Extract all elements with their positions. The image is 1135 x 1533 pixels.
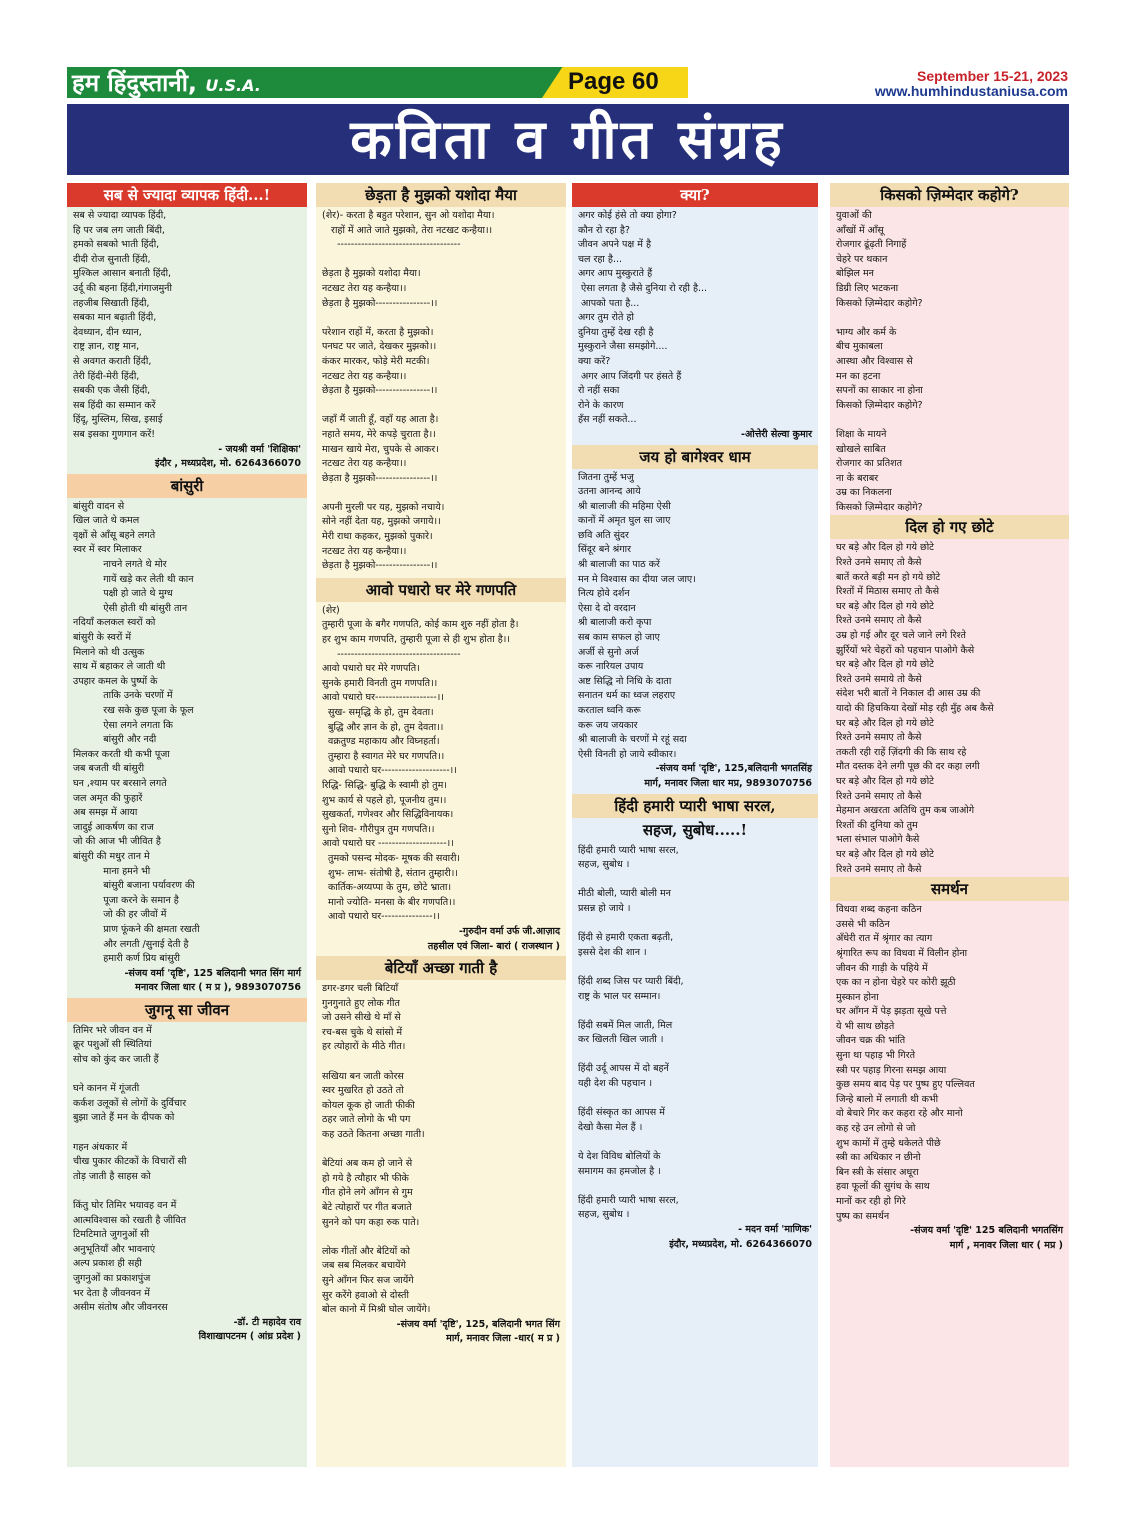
column-4 (830, 183, 1069, 1467)
poem-credit: -ओत्तेरी सेल्वा कुमार (741, 428, 812, 440)
column-2 (316, 183, 566, 1467)
publication-name: हम हिंदुस्तानी, U.S.A. (72, 69, 261, 97)
poem-text: विधवा शब्द कहना कठिन उससे भी कठिन अँधेरी रात में श्रृंगार का त्याग श्रृंगारित रूप का विधवा में विलीन होना जीवन की गाड़ी के पहिये में एक का न होना चेहरे पर कोरी झूठी मुस्कान होना घर ऑंगन में पेड़ झड़ता सूखे पत्ते ये भी साथ छोड़ते जीवन चक्र की भांति सुना था पहाड़ भी गिरते स्त्री पर पहाड़ गिरना समझ आया कुछ समय बाद पेड़ पर पुष्प हुए पल्लिवत जिन्हे बालो में लगाती थी कभी वो बेचारे गिर कर कहरा रहे और मानो कह रहे उन लोगो से जो शुभ कामों में तुम्हे धकेलते पीछे स्त्री का अधिकार न छीनो बिन स्त्री के संसार अधूरा हवा फूलों की सुगंध के साथ मानों कर रही हो गिरे पुष्प का समर्थन (836, 904, 975, 1222)
poem-title: सब से ज्यादा व्यापक हिंदी...! (67, 183, 307, 207)
poem-credit: - मदन वर्मा 'माणिक' इंदौर, मध्यप्रदेश, मो. 6264366070 (669, 1224, 812, 1250)
poem-text: जितना तुम्हें भजु उतना आनन्द आये श्री बालाजी की महिमा ऐसी कानों में अमृत घुल सा जाए छवि अति सुंदर सिंदूर बने श्रंगार श्री बालाजी का पाठ करें मन मे विश्वास का दीया जल जाए। नित्य होवे दर्शन ऐसा दे दो वरदान श्री बालाजी करो कृपा सब काम सफल हो जाए अर्जी से सुनो अर्ज करू नारियल उपाय अष्ट सिद्धि नो निधि के दाता सनातन धर्म का ध्वज लहराए करताल ध्वनि करू करू जय जयकार श्री बालाजी के चरणों मे रहूं सदा ऐसी विनती हो जाये स्वीकार। (578, 471, 696, 760)
poem-credit: -संजय वर्मा 'दृष्टि', 125,बलिदानी भगतसिंह मार्ग, मनावर जिला धार मप्र, 9893070756 (644, 763, 812, 789)
poem-text: तिमिर भरे जीवन वन में क्रूर पशुओं सी स्थितियां सोच को कुंद कर जाती हैं घने कानन में गूंजती कर्कश उलूकों से लोगों के दुर्विचार बुझा जाते हैं मन के दीपक को गहन अंधकार में चीख पुकार कीटकों के विचारों सी तोड़ जाती है साहस को किंतु घोर तिमिर भयावह वन में आत्मविश्वास को रखती है जीवित टिमटिमाते जुगनुओं सी अनुभूतियाँ और भावनाएं अल्प प्रकाश ही सही जुगनुओं का प्रकाशपुंज भर देता है जीवनवन में असीम संतोष और जीवनरस (73, 1024, 187, 1314)
poem-text: डगर-डगर चली बिटियाँ गुनगुनाते हुए लोक गीत जो उसने सीखे थे माँ से रच-बस चुके थे सांसो में हर त्योहारों के मीठे गीत। सखिया बन जाती कोरस स्वर मुखरित हो उठते तो कोयल कूक हो जाती फीकी ठहर जाते लोगो के भी पग कह उठते कितना अच्छा गाती। बेटियां अब कम हो जाने से हो गये है त्यौहार भी फीके गीत होने लगे ऑंगन से गुम बेटे त्योहारों पर गीत बजाते सुनने को पग कहा रुक पाते। लोक गीतों और बेटियों को जब सब मिलकर बचायेंगे सुने ऑंगन फिर सज जायेंगे सुर करेंगे हवाओ से दोस्ती बोल कानो में मिश्री घोल जायेंगे। (322, 983, 431, 1316)
poem-text: घर बड़े और दिल हो गये छोटे रिश्ते उनमे समाए तो कैसे बातें करते बड़ी मन हो गये छोटे रिश्तों में मिठास समाए तो कैसे घर बड़े और दिल हो गये छोटे रिश्ते उनमे समाए तो कैसे उम्र हो गई और दूर चले जाने लगे रिश्ते झुर्रियों भरे चेहरों को पहचान पाओगे कैसे घर बड़े और दिल हो गये छोटे रिश्ते उनमे समाये तो कैसे संदेश भरी बातों ने निकाल दी आस उम्र की यादो की हिचकिया देखों मोड़ रही मुँह अब कैसे घर बड़े और दिल हो गये छोटे रिश्ते उनमे समाए तो कैसे तकती रही राहें ज़िंदगी की कि साथ रहे मौत दस्तक देने लगी पूछ की दर कहा लगी घर बड़े और दिल हो गये छोटे रिश्ते उनमे समाए तो कैसे मेहमान अखरता अतिथि तुम कब जाओगे रिश्तों की दुनिया को तुम भला संभाल पाओगे कैसे घर बड़े और दिल हो गये छोटे रिश्ते उनमे समाए तो कैसे (836, 542, 994, 875)
poem-title: छेड़ता है मुझको यशोदा मैया (316, 183, 566, 207)
poem-text: अगर कोई हंसे तो क्या होगा? कौन रो रहा है? जीवन अपने पक्ष में है चल रहा है... अगर आप मुस्कुराते हैं ऐसा लगता है जैसे दुनिया रो रही है... आपको पता है... अगर तुम रोते हो दुनिया तुम्हें देख रही है मुस्कुराने जैसा समझोगे.... क्या करें? अगर आप जिंदगी पर हंसते हैं रो नहीं सका रोने के कारण हँस नहीं सकते... (578, 210, 708, 426)
poem-title: आवो पधारो घर मेरे गणपति (316, 578, 566, 602)
poem-text: सब से ज्यादा व्यापक हिंदी, हि पर जब लग जाती बिंदी, हमको सबको भाती हिंदी, दीदी रोज सुनाती हिंदी, मुश्किल आसान बनाती हिंदी, उर्दू की बहना हिंदी,गंगाजमुनी तहजीब सिखाती हिंदी, सबका मान बढ़ाती हिंदी, देवध्यान, दीन ध्यान, राष्ट्र ज्ञान, राष्ट्र मान, से अवगत कराती हिंदी, तेरी हिंदी-मेरी हिंदी, सबकी एक जैसी हिंदी, सब हिंदी का सम्मान करें हिंदू, मुस्लिम, सिख, इसाई सब इसका गुणगान करें! (73, 210, 172, 440)
poem-title: जुगनू सा जीवन (67, 998, 307, 1022)
poem-credit: -डॉ. टी महादेव राव विशाखापटनम ( आंध्र प्रदेश ) (198, 1316, 301, 1343)
poem-title: समर्थन (830, 877, 1069, 901)
banner-title: कविता व गीत संग्रह (350, 107, 786, 171)
poem-text: बांसुरी वादन से खिल जाते थे कमल वृक्षों से आँसू बहने लगते स्वर में स्वर मिलाकर नाचने लगते थे मोर गायें खड़े कर लेती थी कान पक्षी हो जाते थे मुग्ध ऐसी होती थी बांसुरी तान नदियाँ कलकल स्वरों को बांसुरी के स्वरों में मिलाने को थी उत्सुक साथ में बहाकर ले जाती थी उपहार कमल के पुष्पों के ताकि उनके चरणों में रख सके कुछ पूजा के फूल ऐसा लगने लगता कि बांसुरी और नदी मिलकर करती थी कभी पूजा जब बजती थी बांसुरी घन ,श्याम पर बरसाने लगते जल अमृत की फुहारें अब समझ में आया जादुई आकर्षण का राज जो की आज भी जीवित है बांसुरी की मधुर तान मे माना हमने भी बांसुरी बजाना पर्यावरण की पूजा करने के समान है जो की हर जीवों में प्राण फूंकने की क्षमता रखती और लगती /सुनाई देती है हमारी कर्ण प्रिय बांसुरी (73, 500, 200, 965)
poem-title: बेटियाँ अच्छा गाती है (316, 956, 566, 980)
poem-title: बांसुरी (67, 474, 307, 498)
section-banner (67, 104, 1069, 175)
poem-title: हिंदी हमारी प्यारी भाषा सरल, (572, 794, 818, 818)
poem-credit: -संजय वर्मा 'दृष्टि' 125 बलिदानी भगतसिंग मार्ग , मनावर जिला धार ( मप्र ) (910, 1225, 1063, 1251)
poem-credit: -संजय वर्मा 'दृष्टि', 125, बलिदानी भगत सिंग मार्ग, मनावर जिला -धार( म प्र ) (396, 1318, 560, 1345)
website-link[interactable]: www.humhindustaniusa.com (874, 83, 1068, 99)
poem-credit: - जयश्री वर्मा 'शिक्षिका' इंदौर , मध्यप्रदेश, मो. 6264366070 (154, 443, 301, 470)
issue-date: September 15-21, 2023 (917, 68, 1068, 84)
poem-credit: -संजय वर्मा 'दृष्टि', 125 बलिदानी भगत सिंग मार्ग मनावर जिला धार ( म प्र ), 9893070756 (124, 967, 301, 994)
poem-text: हिंदी हमारी प्यारी भाषा सरल, सहज, सुबोध । मीठी बोली, प्यारी बोली मन प्रसन्न हो जाये । हिंदी से हमारी एकता बढ़ती, इससे देश की शान । हिंदी शब्द जिस पर प्यारी बिंदी, राष्ट्र के भाल पर सम्मान। हिंदी सबमें मिल जाती, मिल कर खिलती खिल जाती । हिंदी उर्दू आपस में दो बहनें यही देश की पहचान । हिंदी संस्कृत का आपस में देखो कैसा मेल हैं । ये देश विविध बोलियों के समागम का हमजोल है । हिंदी हमारी प्यारी भाषा सरल, सहज, सुबोध । (578, 844, 684, 1221)
column-3 (572, 183, 818, 1467)
poem-text: युवाओं की ऑंखों में ऑंसू रोजगार ढूंढ़ती निगाहें चेहरे पर थकान बोझिल मन डिग्री लिए भटकना किसको ज़िम्मेदार कहोगे? भाग्य और कर्म के बीच मुकाबला आस्था और विश्वास से मन का हटना सपनों का साकार ना होना किसको ज़िम्मेदार कहोगे? शिक्षा के मायने खोखले साबित रोजगार का प्रतिशत ना के बराबर उम्र का निकलना किसको ज़िम्मेदार कहोगे? (836, 210, 923, 513)
poem-title: जय हो बागेश्वर धाम (572, 445, 818, 469)
poem-text: (शेर)- करता है बहुत परेशान, सुन ओ यशोदा मैया। राहों में आते जाते मुझको, तेरा नटखट कन्हैया।। ------------------------------------ छेड़ता है मुझको यशोदा मैया। नटखट तेरा यह कन्हैया।। छेड़ता है मुझको----------------।। परेशान राहों में, करता है मुझको। पनघट पर जाते, देखकर मुझको।। कंकर मारकर, फोड़े मेरी मटकी। नटखट तेरा यह कन्हैया।। छेड़ता है मुझको----------------।। जहाँ मैं जाती हूँ, वहाँ यह आता है। नहाते समय, मेरे कपड़े चुराता है।। माखन खाये मेरा, चुपके से आकर। नटखट तेरा यह कन्हैया।। छेड़ता है मुझको----------------।। अपनी मुरली पर यह, मुझको नचाये। सोने नहीं देता यह, मुझको जगाये।। मेरी राधा कहकर, मुझको पुकारे। नटखट तेरा यह कन्हैया।। छेड़ता है मुझको----------------।। (322, 210, 495, 572)
column-1 (67, 183, 307, 1467)
poem-title: दिल हो गए छोटे (830, 515, 1069, 539)
poem-credit: -गुरुदीन वर्मा उर्फ जी.आज़ाद तहसील एवं जिला- बारां ( राजस्थान ) (427, 925, 560, 952)
page-number: Page 60 (568, 68, 659, 95)
poem-title: क्या? (572, 183, 818, 207)
poem-title-line-2: सहज, सुबोध.....! (642, 820, 748, 839)
poem-text: (शेर) तुम्हारी पूजा के बगैर गणपति, कोई काम शुरु नहीं होता है। हर शुभ काम गणपति, तुम्हारी पूजा से ही शुभ होता है।। ------------------------------------ आवो पधारो घर मेरे गणपति। सुनके हमारी विनती तुम गणपति।। आवो पधारो घर------------------।। सुख- समृद्धि के हो, तुम देवता। बुद्धि और ज्ञान के हो, तुम देवता।। वक्रतुण्ड महाकाय और विघ्नहर्ता। तुम्हारा है स्वागत मेरे घर गणपति।। आवो पधारो घर--------------------।। रिद्धि- सिद्धि- बुद्धि के स्वामी हो तुम। शुभ कार्य से पहले हो, पूजनीय तुम।। सुखकर्ता, गणेश्वर और सिद्धिविनायक। सुनो शिव- गौरीपुत्र तुम गणपति।। आवो पधारो घर --------------------।। तुमको पसन्द मोदक- मूषक की सवारी। शुभ- लाभ- संतोषी है, संतान तुम्हारी।। कार्तिक-अय्यप्पा के तुम, छोटे भ्राता। मानो ज्योति- मनसा के बीर गणपति।। आवो पधारो घर---------------।। (322, 604, 519, 923)
poem-title: किसको ज़िम्मेदार कहोगे? (830, 183, 1069, 207)
